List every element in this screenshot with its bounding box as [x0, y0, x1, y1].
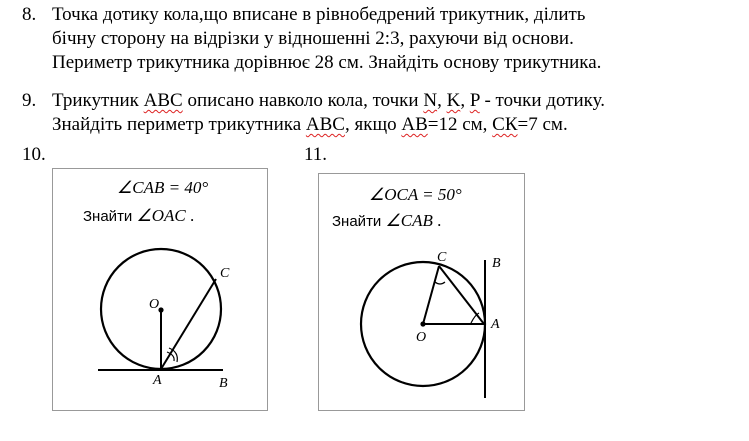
problem-line	[52, 113, 749, 137]
given-angle: ∠OCA = 50°	[369, 185, 462, 204]
point-label-c: C	[220, 266, 230, 281]
problem-line: Точка дотику кола,що вписане в рівнобедрений трикутник, ділить	[52, 4, 586, 25]
text-run: , якщо	[344, 114, 402, 135]
problem-text	[52, 89, 749, 137]
find-statement: Знайти ∠OAC .	[83, 206, 195, 225]
problem-number: 8.	[22, 4, 37, 25]
point-label-b: B	[219, 376, 228, 391]
given-angle: ∠CAB = 40°	[117, 178, 209, 197]
problem-line	[52, 89, 749, 113]
text-run: ,	[460, 90, 470, 111]
segment-ab: АВ	[401, 114, 428, 135]
center-point	[158, 307, 163, 312]
figure-11-drawing	[319, 174, 524, 410]
point-p: P	[469, 90, 480, 111]
point-label-c: C	[437, 250, 447, 265]
point-label-b: B	[492, 256, 501, 271]
radius-oc	[423, 266, 439, 324]
figure-number-11: 11.	[304, 144, 328, 165]
problem-text	[52, 3, 749, 75]
text-run: описано навколо кола, точки	[182, 90, 424, 111]
text-run: Трикутник	[52, 90, 144, 111]
point-label-a: A	[491, 317, 500, 332]
triangle-name-abc: АВС	[143, 90, 183, 111]
figure-number-10: 10.	[22, 144, 46, 165]
point-label-a: A	[153, 373, 162, 388]
point-label-o: O	[416, 330, 427, 345]
problem-line: Периметр трикутника дорівнює 28 см. Знайдіть основу трикутника.	[52, 52, 602, 73]
chord-ac	[161, 279, 216, 369]
center-point	[420, 321, 425, 326]
problem-number: 9.	[22, 90, 37, 111]
point-n: N	[423, 90, 438, 111]
text-run: =12 см,	[427, 114, 493, 135]
figure-10-box	[52, 168, 268, 411]
point-label-o: O	[149, 297, 160, 312]
text-run: =7 см.	[517, 114, 568, 135]
problem-line: бічну сторону на відрізки у відношенні 2:3, рахуючи від основи.	[52, 28, 574, 49]
segment-ck: СК	[492, 114, 518, 135]
triangle-name-abc: АВС	[305, 114, 345, 135]
text-run: ,	[437, 90, 447, 111]
text-run: - точки дотику.	[479, 90, 605, 111]
point-k: K	[446, 90, 461, 111]
figure-11-box	[318, 173, 525, 411]
text-run: Знайдіть периметр трикутника	[52, 114, 306, 135]
find-statement: Знайти ∠CAB .	[332, 211, 442, 230]
angle-arc	[435, 282, 445, 284]
